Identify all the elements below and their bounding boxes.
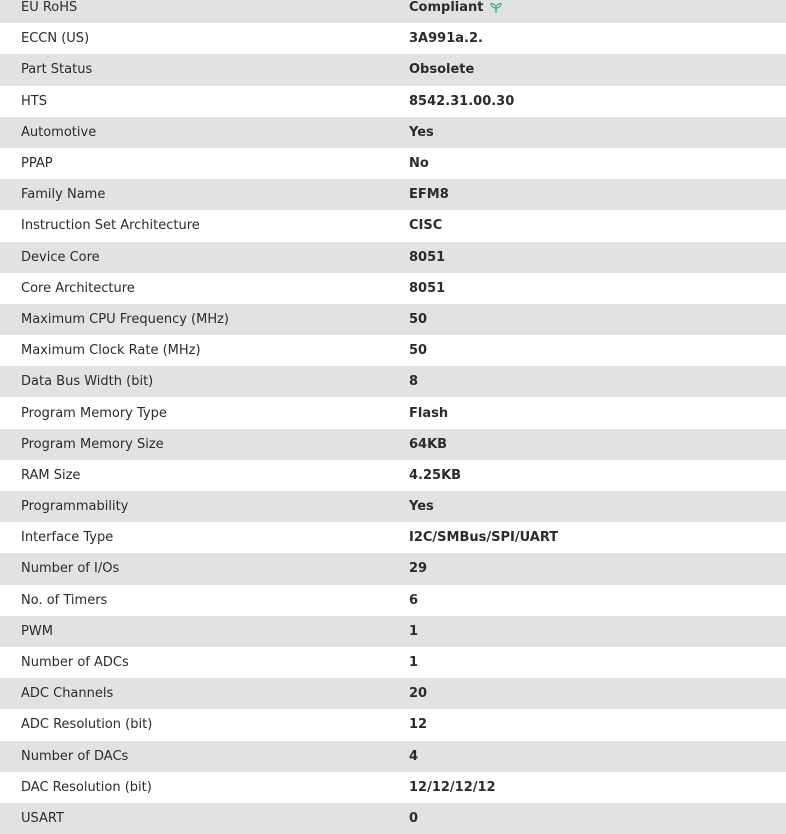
spec-value — [388, 374, 786, 389]
spec-value-text: 50 — [409, 311, 428, 327]
spec-row — [0, 304, 786, 335]
spec-label: Program Memory Type — [21, 405, 167, 421]
spec-value — [388, 31, 786, 46]
spec-label: Interface Type — [21, 530, 114, 546]
spec-row — [0, 86, 786, 117]
spec-value — [388, 468, 786, 483]
spec-value — [388, 156, 786, 171]
spec-row — [0, 397, 786, 428]
spec-row — [0, 429, 786, 460]
spec-row — [0, 460, 786, 491]
spec-value-text: 4.25KB — [409, 467, 462, 483]
spec-row — [0, 585, 786, 616]
spec-value-text: 3A991a.2. — [409, 31, 483, 47]
spec-value-text: Yes — [409, 499, 434, 515]
spec-value — [388, 780, 786, 795]
spec-label: Automotive — [21, 124, 97, 140]
spec-value-text: No — [409, 156, 429, 172]
spec-row — [0, 273, 786, 304]
spec-value — [388, 437, 786, 452]
spec-value — [388, 125, 786, 140]
spec-value-text: 64KB — [409, 436, 448, 452]
spec-row — [0, 335, 786, 366]
spec-label: Maximum CPU Frequency (MHz) — [21, 311, 229, 327]
spec-row — [0, 553, 786, 584]
spec-label: PWM — [21, 623, 53, 639]
spec-value-text: CISC — [409, 218, 443, 234]
spec-value-text: 50 — [409, 343, 428, 359]
spec-label: Number of ADCs — [21, 655, 129, 671]
spec-value — [388, 811, 786, 826]
spec-value — [388, 624, 786, 639]
spec-row — [0, 678, 786, 709]
spec-value — [388, 749, 786, 764]
spec-value-text: 1 — [409, 623, 419, 639]
spec-value-text: 8051 — [409, 249, 446, 265]
spec-row — [0, 179, 786, 210]
spec-value-text: 12 — [409, 717, 428, 733]
spec-label: USART — [21, 810, 64, 826]
spec-row — [0, 803, 786, 834]
spec-label: Device Core — [21, 249, 100, 265]
spec-value-text: EFM8 — [409, 187, 449, 203]
spec-row — [0, 709, 786, 740]
spec-value — [388, 686, 786, 701]
spec-label: Data Bus Width (bit) — [21, 374, 154, 390]
spec-value-text: 20 — [409, 686, 428, 702]
spec-row — [0, 117, 786, 148]
spec-value-text: 29 — [409, 561, 428, 577]
spec-label: Programmability — [21, 499, 129, 515]
spec-value — [388, 62, 786, 77]
spec-value — [388, 250, 786, 265]
spec-value-text: 6 — [409, 592, 419, 608]
spec-label: Family Name — [21, 187, 106, 203]
spec-label: Program Memory Size — [21, 436, 164, 452]
spec-value — [388, 187, 786, 202]
spec-value — [388, 530, 786, 545]
spec-label: No. of Timers — [21, 592, 108, 608]
spec-label: PPAP — [21, 156, 53, 172]
spec-label: Maximum Clock Rate (MHz) — [21, 343, 201, 359]
spec-label: Number of I/Os — [21, 561, 120, 577]
spec-label: ECCN (US) — [21, 31, 90, 47]
spec-label: Core Architecture — [21, 280, 135, 296]
spec-row — [0, 0, 786, 23]
spec-row — [0, 210, 786, 241]
spec-row — [0, 647, 786, 678]
spec-value — [388, 499, 786, 514]
spec-value — [388, 312, 786, 327]
spec-row — [0, 148, 786, 179]
spec-row — [0, 772, 786, 803]
spec-label: HTS — [21, 93, 47, 109]
spec-row — [0, 23, 786, 54]
spec-value — [388, 717, 786, 732]
spec-label: ADC Resolution (bit) — [21, 717, 153, 733]
spec-value-text: 8051 — [409, 280, 446, 296]
spec-row — [0, 242, 786, 273]
spec-row — [0, 741, 786, 772]
spec-label: ADC Channels — [21, 686, 114, 702]
spec-value-text: Flash — [409, 405, 449, 421]
spec-value-text: Compliant — [409, 0, 484, 16]
spec-label: Instruction Set Architecture — [21, 218, 200, 234]
spec-row — [0, 54, 786, 85]
spec-value — [388, 218, 786, 233]
spec-value — [388, 281, 786, 296]
spec-value-text: 4 — [409, 748, 419, 764]
spec-value-text: 1 — [409, 655, 419, 671]
spec-value-text: I2C/SMBus/SPI/UART — [409, 530, 559, 546]
spec-value-text: 8 — [409, 374, 419, 390]
spec-label: DAC Resolution (bit) — [21, 779, 152, 795]
spec-row — [0, 366, 786, 397]
spec-value — [388, 94, 786, 109]
spec-row — [0, 491, 786, 522]
spec-value-text: 12/12/12/12 — [409, 779, 496, 795]
spec-label: Number of DACs — [21, 748, 129, 764]
leaf-icon — [489, 2, 503, 14]
spec-value — [388, 593, 786, 608]
spec-value — [388, 561, 786, 576]
spec-value-text: 8542.31.00.30 — [409, 93, 515, 109]
spec-value — [388, 655, 786, 670]
spec-value — [388, 406, 786, 421]
spec-label: Part Status — [21, 62, 93, 78]
spec-label: EU RoHS — [21, 0, 78, 16]
spec-value-text: Obsolete — [409, 62, 475, 78]
spec-row — [0, 616, 786, 647]
spec-value-text: 0 — [409, 810, 419, 826]
spec-value — [388, 343, 786, 358]
spec-value — [388, 0, 786, 15]
spec-label: RAM Size — [21, 467, 81, 483]
spec-value-text: Yes — [409, 124, 434, 140]
spec-row — [0, 522, 786, 553]
